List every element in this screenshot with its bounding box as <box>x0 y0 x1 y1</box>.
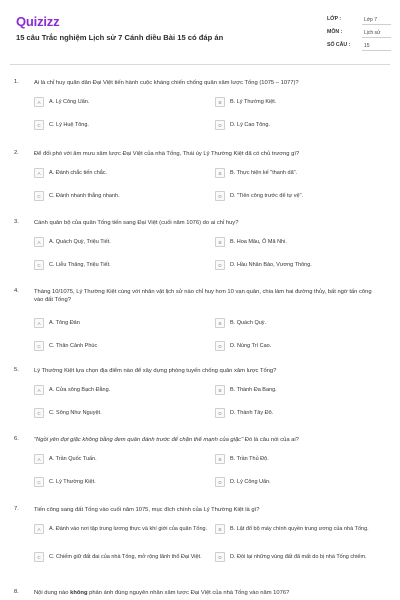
option-letter: B <box>215 318 225 328</box>
option-text: B. Thực hiện kế "thanh dã". <box>230 170 298 176</box>
option-letter: A <box>34 454 44 464</box>
option-text: B. Trần Thủ Độ. <box>230 456 269 462</box>
question-text-tail: phản ánh đúng nguyên nhân xâm lược Đại Việt của nhà Tống vào năm 1076? <box>87 590 290 596</box>
option-letter: B <box>215 524 225 534</box>
option-text: A. Cửa sông Bạch Đằng. <box>49 387 111 393</box>
question-number: 8. <box>14 589 19 595</box>
option-letter: A <box>34 97 44 107</box>
option-letter: B <box>215 168 225 178</box>
question-text: Cánh quân bộ của quân Tống tiến sang Đại Việt (cuối năm 1076) do ai chỉ huy? <box>34 220 239 226</box>
question-quote: "Ngồi yên đợi giặc không bằng đem quân đánh trước để chặn thế mạnh của giặc" <box>34 437 244 443</box>
option-letter: B <box>215 454 225 464</box>
option-text: C. Lý Thường Kiệt. <box>49 479 96 485</box>
question-emphasis: không <box>70 590 88 596</box>
option-letter: D <box>215 191 225 201</box>
option-letter: D <box>215 552 225 562</box>
question-text: Tháng 10/1075, Lý Thường Kiệt cùng với nhân vật lịch sử nào chỉ huy hơn 10 vạn quân, chia làm hai đường thủy, bất ngờ tấn công vào đất Tống? <box>34 289 372 304</box>
option-letter: B <box>215 97 225 107</box>
question-text: Ai là chỉ huy quân dân Đại Việt tiến hành cuộc kháng chiến chống quân xâm lược Tống (1075 – 1077)? <box>34 80 299 86</box>
question-text-tail: Đó là câu nói của ai? <box>243 437 299 443</box>
option-letter: C <box>34 120 44 130</box>
quizizz-logo[interactable]: Quizizz <box>16 14 60 29</box>
option-text: D. Hầu Nhân Bảo, Vương Thông. <box>230 262 312 268</box>
question-text-pre: Nội dung nào <box>34 590 71 596</box>
worksheet-meta <box>327 14 391 53</box>
option-text: B. Thành Đa Bang. <box>230 387 277 393</box>
option-letter: A <box>34 168 44 178</box>
question-number: 5. <box>14 367 19 373</box>
option-letter: B <box>215 237 225 247</box>
option-text: C. Chiếm giữ đất đai của nhà Tống, mở rộng lãnh thổ Đại Việt. <box>49 554 202 560</box>
option-text: B. Lý Thường Kiệt. <box>230 99 277 105</box>
option-letter: C <box>34 260 44 270</box>
option-letter: C <box>34 552 44 562</box>
question-number: 6. <box>14 436 19 442</box>
option-text: D. Nùng Trí Cao. <box>230 343 272 349</box>
option-text: D. Lý Công Uẩn. <box>230 479 271 485</box>
question-number: 3. <box>14 219 19 225</box>
option-letter: A <box>34 524 44 534</box>
question-text: Để đối phó với âm mưu xâm lược Đại Việt của nhà Tống, Thái úy Lý Thường Kiệt đã có chủ trương gì? <box>34 151 300 157</box>
option-text: D. Đòi lại những vùng đất đã mất do bị nhà Tống chiếm. <box>230 554 367 560</box>
option-letter: A <box>34 318 44 328</box>
meta-subject-value: Lịch sử <box>362 27 391 38</box>
worksheet-title: 15 câu Trắc nghiệm Lịch sử 7 Cánh diều Bài 15 có đáp án <box>16 33 224 42</box>
option-text: A. Đánh vào nơi tập trung lương thực và khí giới của quân Tống. <box>49 526 208 532</box>
meta-count-value: 15 <box>362 40 391 51</box>
option-letter: D <box>215 341 225 351</box>
option-text: D. Thành Tây Đô. <box>230 410 274 416</box>
option-text: C. Đánh nhanh thắng nhanh. <box>49 193 120 199</box>
meta-count-label: SỐ CÂU : <box>327 42 351 48</box>
meta-class-value: Lớp 7 <box>362 14 391 25</box>
header-divider <box>10 64 390 65</box>
question-number: 2. <box>14 150 19 156</box>
option-letter: C <box>34 477 44 487</box>
meta-class-row <box>327 14 391 27</box>
option-letter: B <box>215 385 225 395</box>
meta-class-label: LỚP : <box>327 16 342 22</box>
option-letter: D <box>215 120 225 130</box>
option-text: A. Lý Công Uẩn. <box>49 99 90 105</box>
option-text: C. Lý Huệ Tông. <box>49 122 89 128</box>
option-text: C. Sông Như Nguyệt. <box>49 410 102 416</box>
option-letter: D <box>215 260 225 270</box>
option-text: B. Lật đổ bộ máy chính quyền trung ương của nhà Tống. <box>230 526 369 532</box>
option-letter: D <box>215 477 225 487</box>
option-letter: A <box>34 385 44 395</box>
question-text <box>34 436 374 444</box>
option-text: B. Quách Quỳ. <box>230 320 267 326</box>
meta-subject-row <box>327 27 391 40</box>
question-text <box>34 589 374 597</box>
meta-subject-label: MÔN : <box>327 29 343 35</box>
meta-count-row <box>327 40 391 53</box>
option-letter: A <box>34 237 44 247</box>
option-letter: C <box>34 191 44 201</box>
option-text: D. "Tiên công trước để tự vệ". <box>230 193 304 199</box>
option-text: A. Tông Đản <box>49 320 80 326</box>
option-text: A. Trần Quốc Tuấn. <box>49 456 97 462</box>
option-letter: C <box>34 341 44 351</box>
question-text: Lý Thường Kiệt lựa chọn địa điểm nào để xây dựng phòng tuyến chống quân xâm lược Tống? <box>34 368 277 374</box>
question-number: 1. <box>14 79 19 85</box>
option-text: C. Thân Cảnh Phúc <box>49 343 98 349</box>
option-letter: C <box>34 408 44 418</box>
option-letter: D <box>215 408 225 418</box>
question-text: Tiến công sang đất Tống vào cuối năm 1075, mục đích chính của Lý Thường Kiệt là gì? <box>34 507 260 513</box>
option-text: D. Lý Cao Tông. <box>230 122 270 128</box>
option-text: B. Hoa Mâu, Ô Mã Nhi. <box>230 239 287 245</box>
option-text: A. Quách Quỳ, Triệu Tiết. <box>49 239 111 245</box>
question-number: 4. <box>14 288 19 294</box>
option-text: C. Liễu Thăng, Triệu Tiết. <box>49 262 111 268</box>
question-number: 7. <box>14 506 19 512</box>
option-text: A. Đánh chắc tiến chắc. <box>49 170 108 176</box>
